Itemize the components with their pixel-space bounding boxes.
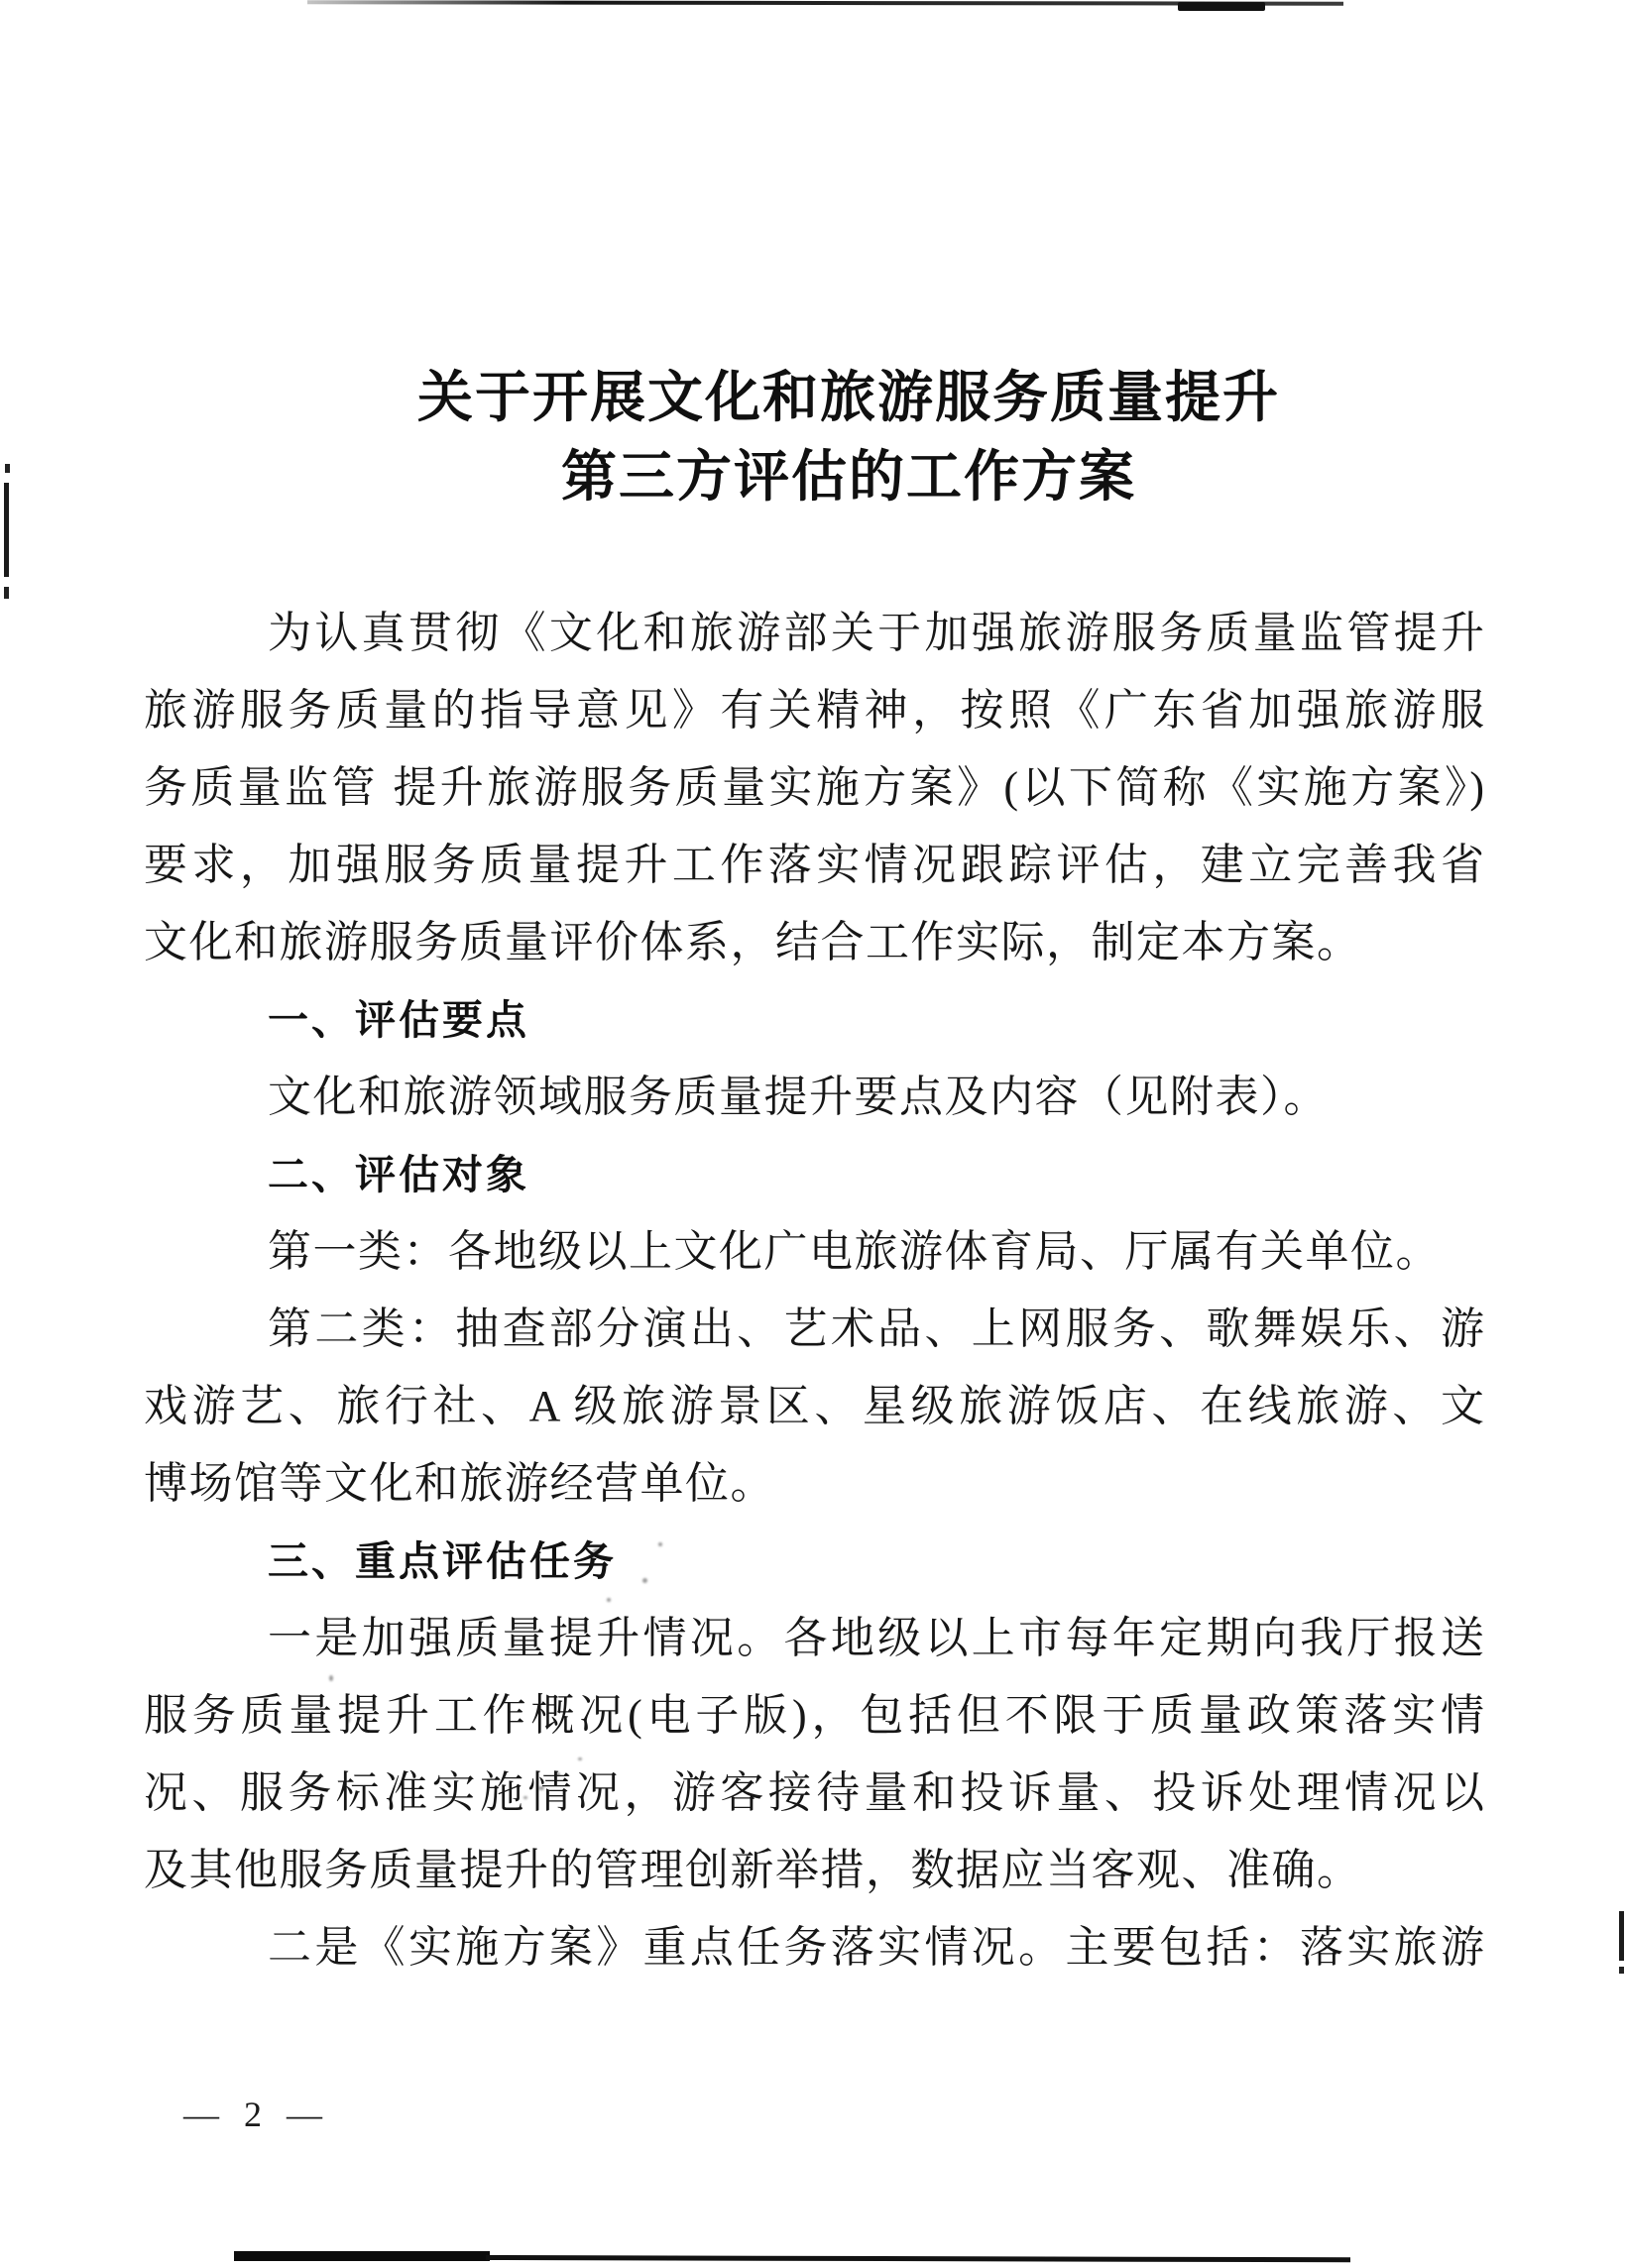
scan-artifact-bottom-line-thin [486,2255,1350,2262]
text-line: 务质量监管 提升旅游服务质量实施方案》(以下简称《实施方案》) [144,763,1484,812]
document-title-line-2: 第三方评估的工作方案 [561,447,1136,509]
scan-artifact-right-mark [1619,1911,1624,1961]
text-line: 要求，加强服务质量提升工作落实情况跟踪评估，建立完善我省 [144,841,1484,889]
document-body [144,595,1484,1986]
text-line: 二是《实施方案》重点任务落实情况。主要包括：落实旅游 [268,1923,1484,1972]
text-line: 第一类：各地级以上文化广电旅游体育局、厅属有关单位。 [268,1227,1441,1276]
text-line: 服务质量提升工作概况(电子版)，包括但不限于质量政策落实情 [144,1691,1484,1740]
scan-artifact-right-dot [1619,1967,1624,1974]
section-heading-3: 三、重点评估任务 [268,1538,617,1584]
scan-artifact-left-mark [4,483,9,577]
document-title [36,359,1626,517]
text-line: 为认真贯彻《文化和旅游部关于加强旅游服务质量监管提升 [268,609,1484,657]
scan-artifact-left-dot [5,464,10,473]
text-line: 旅游服务质量的指导意见》有关精神，按照《广东省加强旅游服 [144,686,1484,735]
text-line: 及其他服务质量提升的管理创新举措，数据应当客观、准确。 [144,1846,1362,1894]
text-line: 一是加强质量提升情况。各地级以上市每年定期向我厅报送 [268,1614,1484,1662]
section-heading-2: 二、评估对象 [268,1152,529,1197]
text-line: 戏游艺、旅行社、A 级旅游景区、星级旅游饭店、在线旅游、文 [144,1382,1484,1430]
text-line: 况、服务标准实施情况，游客接待量和投诉量、投诉处理情况以 [144,1768,1484,1817]
text-line: 文化和旅游领域服务质量提升要点及内容（见附表）。 [268,1073,1329,1121]
section-heading-1: 一、评估要点 [268,997,529,1043]
scan-artifact-bottom-line-thick [234,2251,490,2261]
scan-artifact-top-blob [1178,2,1265,11]
page-number: — 2 — [183,2095,330,2134]
text-line: 第二类：抽查部分演出、艺术品、上网服务、歌舞娱乐、游 [268,1304,1484,1353]
text-line: 文化和旅游服务质量评价体系，结合工作实际，制定本方案。 [144,918,1362,966]
scan-artifact-left-dot [4,587,9,599]
text-line: 博场馆等文化和旅游经营单位。 [144,1459,775,1508]
document-title-line-1: 关于开展文化和旅游服务质量提升 [417,368,1280,429]
